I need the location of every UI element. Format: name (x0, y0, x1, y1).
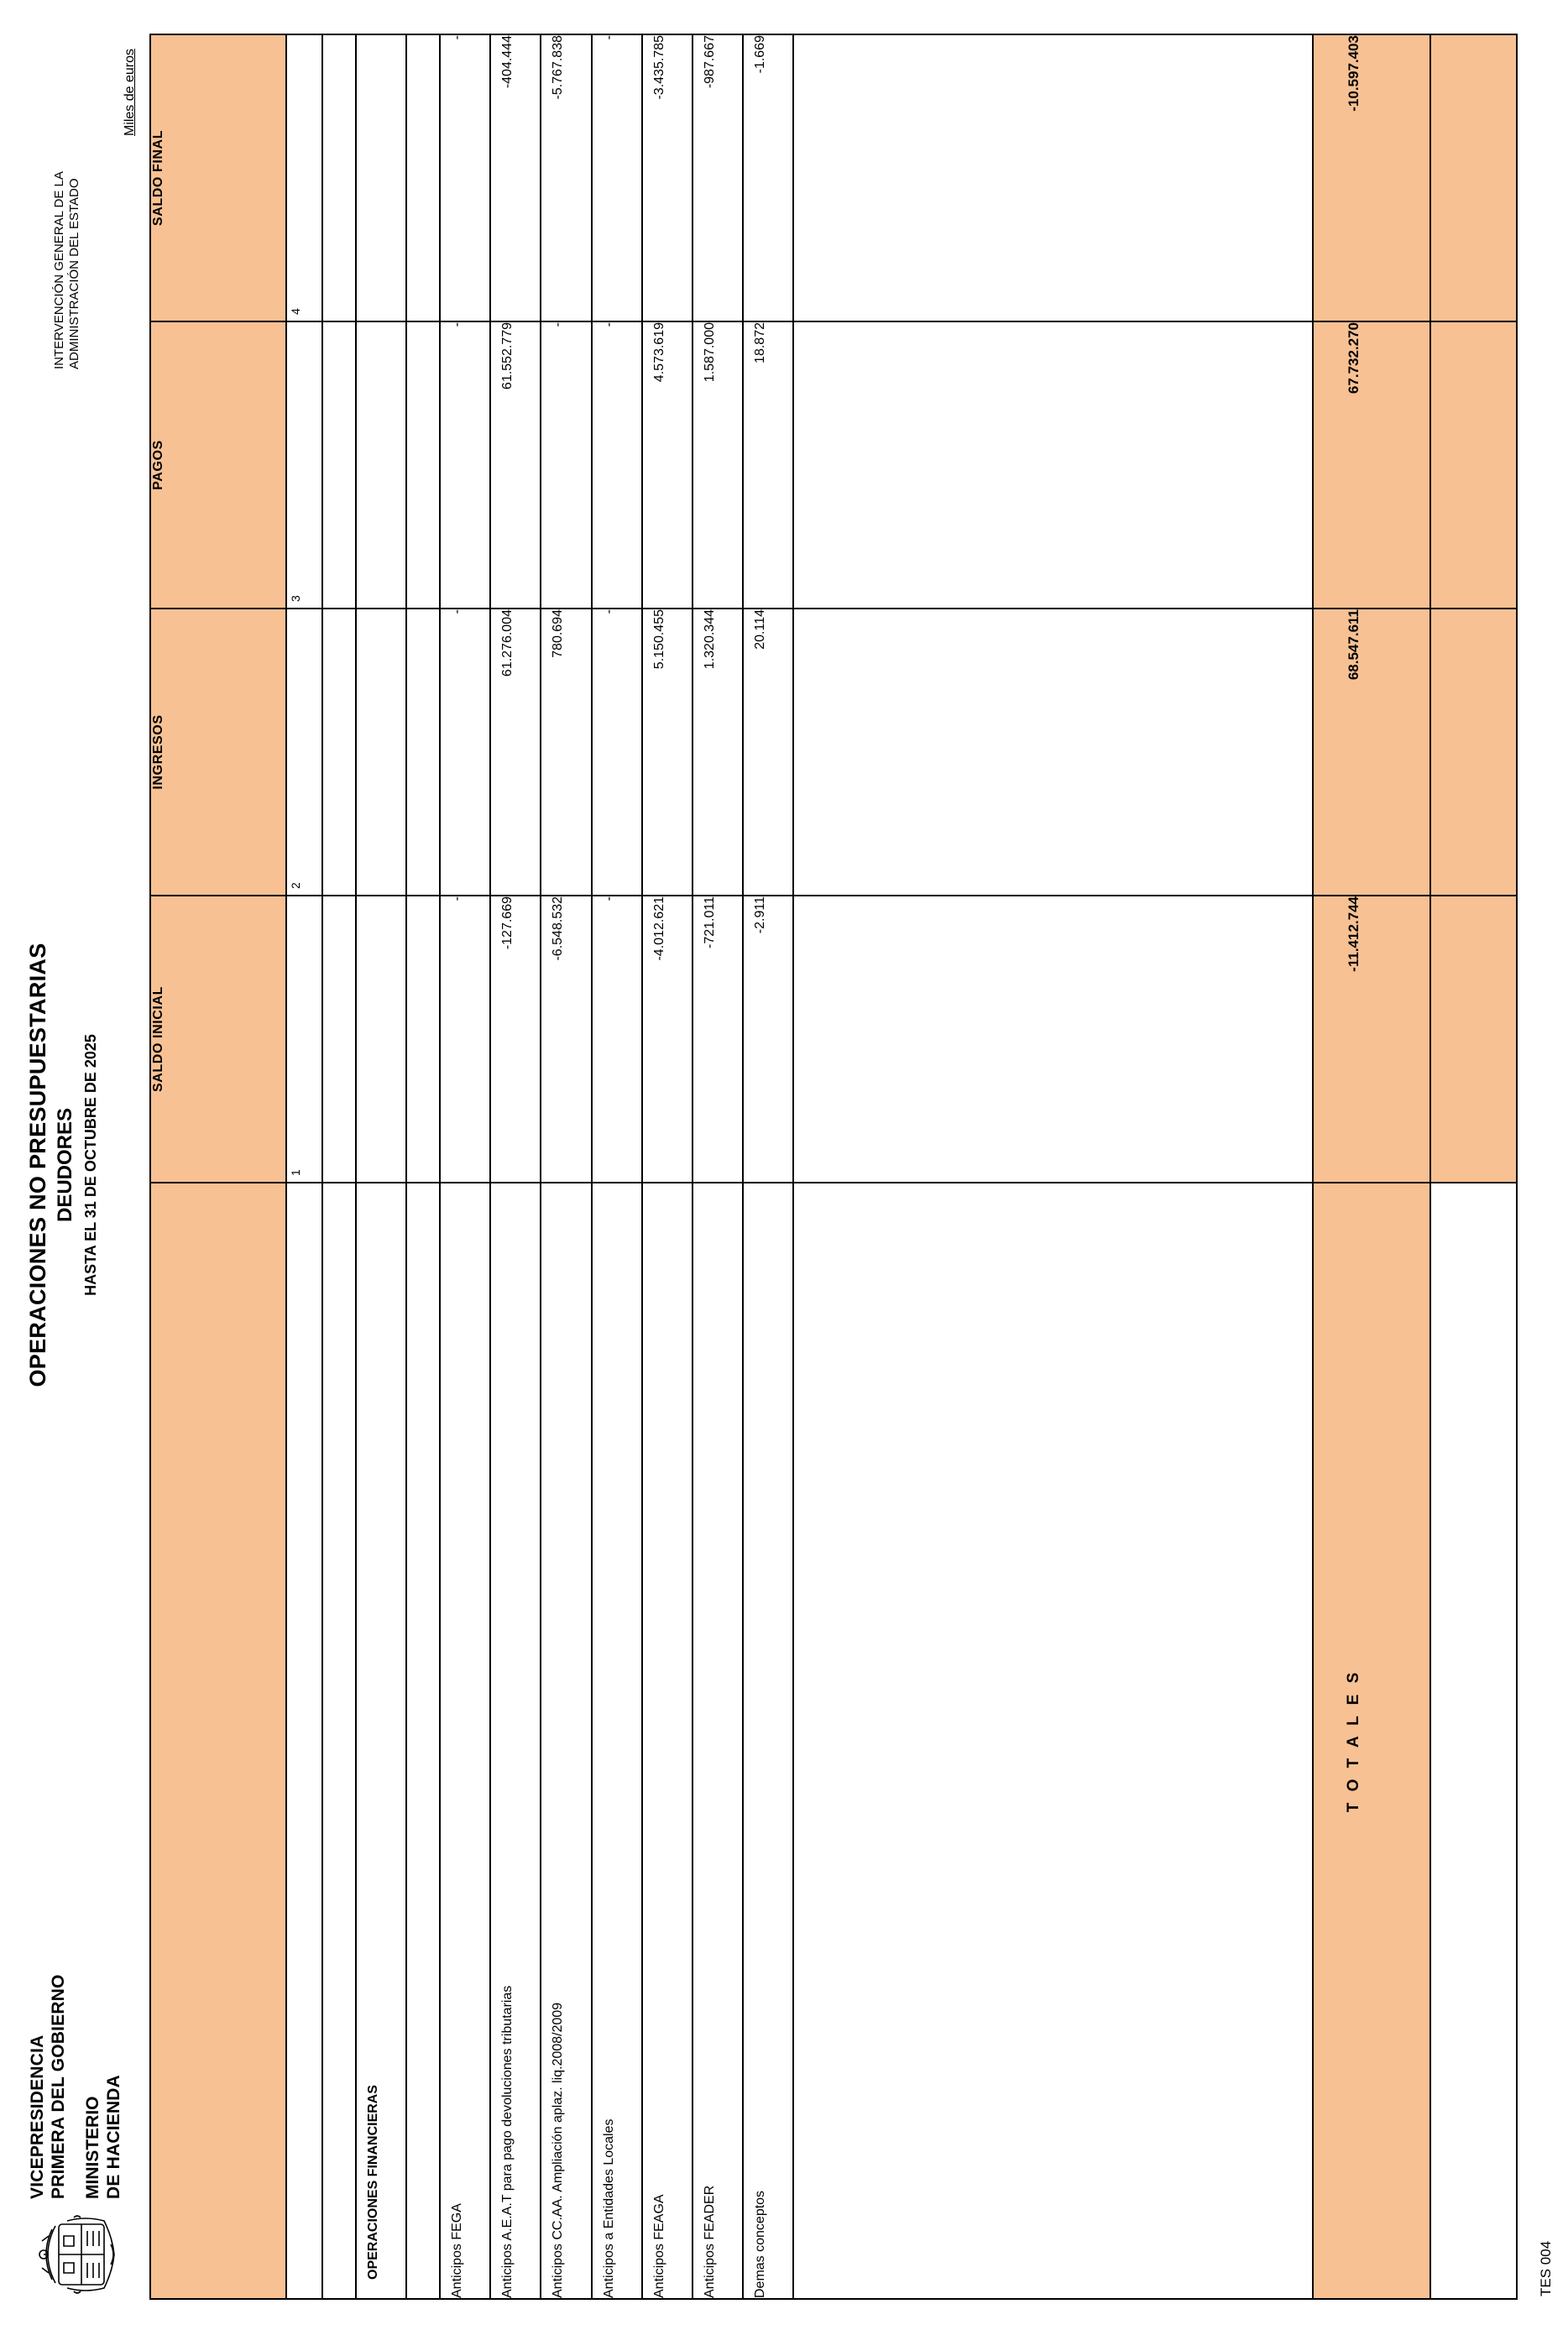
column-header-pagos: PAGOS (150, 321, 286, 609)
row-concept: Anticipos CC.AA. Ampliación aplaz. liq.2008/2009 (541, 1183, 591, 2299)
bottom-pad-cell (1430, 1183, 1517, 2299)
column-header-saldo-final: SALDO FINAL (150, 34, 286, 321)
column-index-1: 1 (286, 896, 322, 1183)
table-row (592, 34, 642, 2299)
row-saldo-inicial: - (592, 896, 642, 1183)
row-concept: Anticipos A.E.A.T para pago devoluciones tributarias (490, 1183, 541, 2299)
row-ingresos: 1.320.344 (693, 609, 743, 896)
row-ingresos: 20.114 (743, 609, 793, 896)
column-index-3: 3 (286, 321, 322, 609)
row-pagos: 4.573.619 (642, 321, 693, 609)
row-concept: Demas conceptos (743, 1183, 793, 2299)
footer-form-code: TES 004 (1538, 2240, 1554, 2296)
spacer-cell (406, 321, 440, 609)
row-pagos: - (592, 321, 642, 609)
org-line-1: VICEPRESIDENCIA (28, 2035, 47, 2199)
table-row (642, 34, 693, 2299)
column-header-ingresos: INGRESOS (150, 609, 286, 896)
table-row (440, 34, 490, 2299)
organization-block (27, 1974, 124, 2199)
table-filler-row (793, 34, 1312, 2299)
bottom-pad-cell (1430, 896, 1517, 1183)
row-saldo-final: -3.435.785 (642, 34, 693, 321)
org-line-2: PRIMERA DEL GOBIERNO (49, 1974, 68, 2199)
table-spacer-row (322, 34, 356, 2299)
row-ingresos: - (440, 609, 490, 896)
filler-cell (793, 34, 1312, 321)
row-pagos: 18.872 (743, 321, 793, 609)
section-blank (356, 321, 406, 609)
bottom-pad-cell (1430, 34, 1517, 321)
row-saldo-inicial: -721.011 (693, 896, 743, 1183)
row-pagos: 61.552.779 (490, 321, 541, 609)
row-saldo-final: -404.444 (490, 34, 541, 321)
column-header-concept (150, 1183, 286, 2299)
row-saldo-final: - (440, 34, 490, 321)
page-date: HASTA EL 31 DE OCTUBRE DE 2025 (82, 1034, 99, 1296)
page-subtitle: DEUDORES (54, 1107, 76, 1223)
row-concept: Anticipos FEADER (693, 1183, 743, 2299)
table-row (541, 34, 591, 2299)
row-pagos: - (541, 321, 591, 609)
row-saldo-inicial: -127.669 (490, 896, 541, 1183)
column-index-2: 2 (286, 609, 322, 896)
row-saldo-final: - (592, 34, 642, 321)
units-label: Miles de euros (123, 49, 137, 137)
row-saldo-final: -5.767.838 (541, 34, 591, 321)
table-header-row (150, 34, 286, 2299)
totals-label: T O T A L E S (1313, 1183, 1430, 2299)
org-line-3: MINISTERIO (83, 2096, 102, 2199)
column-index-row (286, 34, 322, 2299)
spacer-cell (322, 609, 356, 896)
spacer-cell (406, 896, 440, 1183)
column-header-saldo-inicial: SALDO INICIAL (150, 896, 286, 1183)
section-blank (356, 896, 406, 1183)
column-index-4: 4 (286, 34, 322, 321)
spacer-cell (322, 321, 356, 609)
header-right (52, 50, 82, 369)
row-pagos: 1.587.000 (693, 321, 743, 609)
section-title: OPERACIONES FINANCIERAS (356, 1183, 406, 2299)
row-ingresos: 5.150.455 (642, 609, 693, 896)
coat-of-arms-icon (30, 2211, 124, 2298)
igae-line-2: ADMINISTRACIÓN DEL ESTADO (67, 178, 81, 369)
column-index-concept (286, 1183, 322, 2299)
spacer-cell (406, 609, 440, 896)
spacer-cell (406, 1183, 440, 2299)
bottom-pad-cell (1430, 609, 1517, 896)
totals-row (1313, 34, 1430, 2299)
table-body (286, 34, 1517, 2299)
row-ingresos: 61.276.004 (490, 609, 541, 896)
row-saldo-final: -1.669 (743, 34, 793, 321)
igae-line-1: INTERVENCIÓN GENERAL DE LA (52, 171, 66, 369)
filler-cell (793, 896, 1312, 1183)
row-ingresos: - (592, 609, 642, 896)
org-line-4: DE HACIENDA (104, 2074, 123, 2199)
table-row (693, 34, 743, 2299)
row-concept: Anticipos FEGA (440, 1183, 490, 2299)
totals-pagos: 67.732.270 (1313, 321, 1430, 609)
row-saldo-inicial: -4.012.621 (642, 896, 693, 1183)
table-section-row (356, 34, 406, 2299)
row-ingresos: 780.694 (541, 609, 591, 896)
main-table-wrapper (149, 34, 1518, 2300)
row-saldo-final: -987.667 (693, 34, 743, 321)
section-blank (356, 609, 406, 896)
page-title: OPERACIONES NO PRESUPUESTARIAS (25, 943, 50, 1387)
totals-saldo-inicial: -11.412.744 (1313, 896, 1430, 1183)
table-head (150, 34, 286, 2299)
row-pagos: - (440, 321, 490, 609)
filler-cell (793, 321, 1312, 609)
table-bottom-pad-row (1430, 34, 1517, 2299)
bottom-pad-cell (1430, 321, 1517, 609)
spacer-cell (322, 1183, 356, 2299)
spacer-cell (322, 34, 356, 321)
row-concept: Anticipos FEAGA (642, 1183, 693, 2299)
filler-cell (793, 609, 1312, 896)
row-concept: Anticipos a Entidades Locales (592, 1183, 642, 2299)
row-saldo-inicial: -2.911 (743, 896, 793, 1183)
row-saldo-inicial: -6.548.532 (541, 896, 591, 1183)
main-table (149, 34, 1518, 2300)
section-blank (356, 34, 406, 321)
filler-cell (793, 1183, 1312, 2299)
totals-saldo-final: -10.597.403 (1313, 34, 1430, 321)
table-row (743, 34, 793, 2299)
totals-ingresos: 68.547.611 (1313, 609, 1430, 896)
spacer-cell (406, 34, 440, 321)
table-row (490, 34, 541, 2299)
table-spacer-row (406, 34, 440, 2299)
row-saldo-inicial: - (440, 896, 490, 1183)
spacer-cell (322, 896, 356, 1183)
